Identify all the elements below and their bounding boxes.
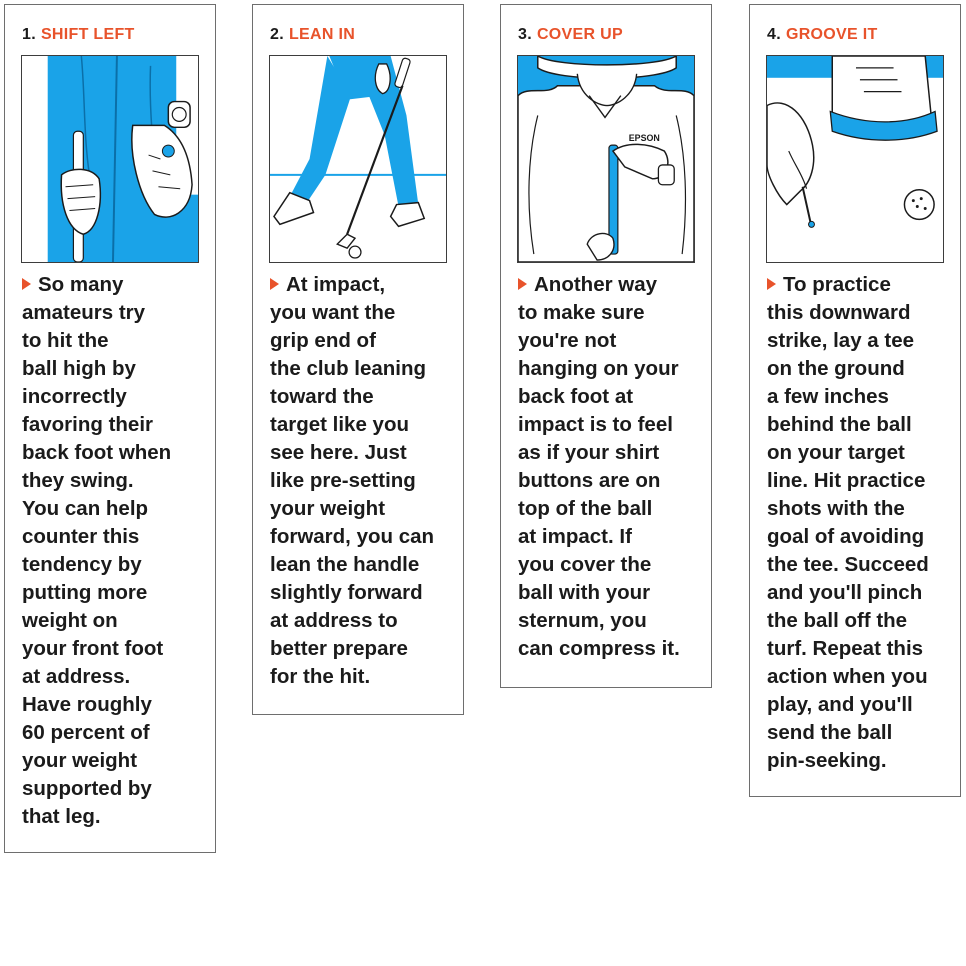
text-line: shots with the [767, 497, 905, 520]
card-title: SHIFT LEFT [40, 26, 135, 43]
text-line: Another way [518, 271, 708, 299]
golfer-legs-impact-illustration [269, 55, 447, 263]
card-number: 4. [767, 26, 781, 43]
text-line: So many [22, 271, 212, 299]
text-line: you want the [270, 301, 396, 324]
text-line: buttons are on [518, 469, 661, 492]
tip-body [270, 271, 460, 691]
text-line: a few inches [767, 385, 889, 408]
tip-body [22, 271, 212, 831]
text-line: the club leaning [270, 357, 427, 380]
text-line: turf. Repeat this [767, 637, 924, 660]
tip-card-1 [4, 4, 216, 853]
text-line: the tee. Succeed [767, 553, 929, 576]
text-line: You can help [22, 497, 149, 520]
text-line: slightly forward [270, 581, 423, 604]
text-line: strike, lay a tee [767, 329, 915, 352]
text-line: as if your shirt [518, 441, 660, 464]
text-line: send the ball [767, 721, 893, 744]
card-number: 1. [22, 26, 36, 43]
text-line: to make sure [518, 301, 645, 324]
text-line: better prepare [270, 637, 408, 660]
text-line: your weight [22, 749, 138, 772]
text-line: ball high by [22, 357, 136, 380]
bullet-arrow-icon [270, 278, 279, 290]
text-line: top of the ball [518, 497, 653, 520]
text-line: your front foot [22, 637, 164, 660]
text-line: goal of avoiding [767, 525, 925, 548]
text-line: To practice [767, 271, 957, 299]
bullet-arrow-icon [767, 278, 776, 290]
text-line: can compress it. [518, 637, 680, 660]
text-line: At impact, [270, 271, 460, 299]
text-line: for the hit. [270, 665, 371, 688]
text-line: at address to [270, 609, 398, 632]
card-heading [767, 26, 878, 44]
tip-card-3 [500, 4, 712, 688]
card-number: 2. [270, 26, 284, 43]
text-line: see here. Just [270, 441, 407, 464]
text-line: supported by [22, 777, 152, 800]
text-line: to hit the [22, 329, 109, 352]
text-line: at impact. If [518, 525, 632, 548]
text-line: back foot when [22, 441, 172, 464]
text-line: you're not [518, 329, 617, 352]
text-line: amateurs try [22, 301, 146, 324]
tip-card-2 [252, 4, 464, 715]
text-line: at address. [22, 665, 131, 688]
shirt-logo-text: EPSON [628, 133, 660, 144]
bullet-arrow-icon [22, 278, 31, 290]
text-line: grip end of [270, 329, 376, 352]
text-line: behind the ball [767, 413, 912, 436]
card-title: GROOVE IT [785, 26, 878, 43]
text-line: counter this [22, 525, 140, 548]
text-line: sternum, you [518, 609, 647, 632]
bullet-arrow-icon [518, 278, 527, 290]
text-line: your weight [270, 497, 386, 520]
text-line: that leg. [22, 805, 101, 828]
tip-card-4 [749, 4, 961, 797]
card-heading [270, 26, 355, 44]
card-title: COVER UP [536, 26, 623, 43]
text-line: action when you [767, 665, 928, 688]
text-line: they swing. [22, 469, 134, 492]
text-line: lean the handle [270, 553, 420, 576]
golfer-hands-grip-illustration [21, 55, 199, 263]
text-line: and you'll pinch [767, 581, 923, 604]
text-line: this downward [767, 301, 911, 324]
text-line: incorrectly [22, 385, 127, 408]
text-line: target like you [270, 413, 409, 436]
tip-body [767, 271, 957, 775]
text-line: you cover the [518, 553, 652, 576]
text-line: on the ground [767, 357, 905, 380]
text-line: tendency by [22, 553, 142, 576]
text-line: ball with your [518, 581, 651, 604]
card-title: LEAN IN [288, 26, 356, 43]
card-heading [518, 26, 623, 44]
text-line: the ball off the [767, 609, 908, 632]
text-line: like pre-setting [270, 469, 416, 492]
text-line: line. Hit practice [767, 469, 926, 492]
text-line: on your target [767, 441, 905, 464]
text-line: weight on [22, 609, 118, 632]
tip-body [518, 271, 708, 663]
text-line: toward the [270, 385, 374, 408]
text-line: play, and you'll [767, 693, 913, 716]
card-heading [22, 26, 135, 44]
golfer-shirt-pointing-illustration [517, 55, 695, 263]
text-line: pin-seeking. [767, 749, 887, 772]
text-line: forward, you can [270, 525, 435, 548]
card-number: 3. [518, 26, 532, 43]
text-line: Have roughly [22, 693, 152, 716]
hand-placing-tee-illustration [766, 55, 944, 263]
text-line: favoring their [22, 413, 153, 436]
text-line: hanging on your [518, 357, 679, 380]
text-line: putting more [22, 581, 148, 604]
text-line: impact is to feel [518, 413, 673, 436]
text-line: 60 percent of [22, 721, 150, 744]
text-line: back foot at [518, 385, 634, 408]
